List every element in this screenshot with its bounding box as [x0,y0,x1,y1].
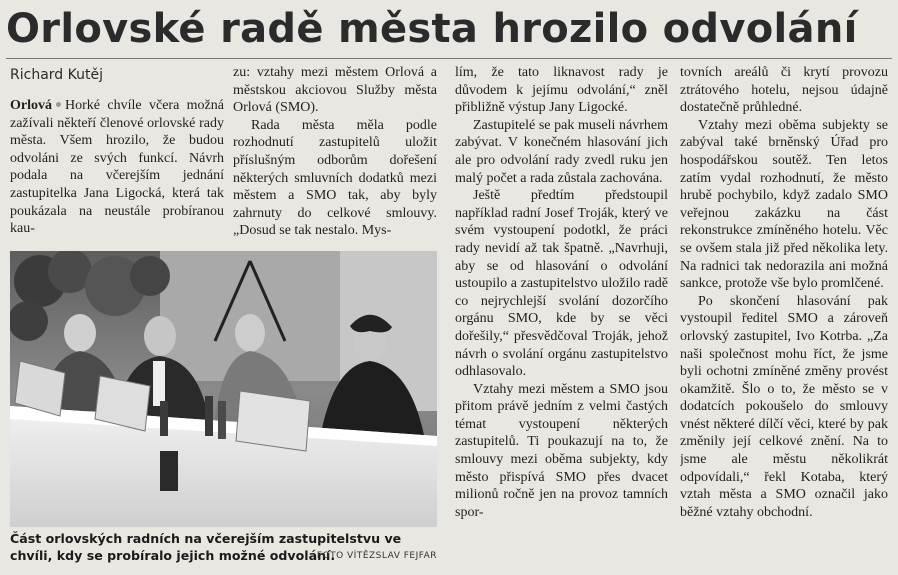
news-photo [10,251,437,527]
paragraph: Vztahy mezi městem a SMO jsou přitom právě jedním z velmi častých témat vystoupení některých zastupitelů. Ti poukazují na to, že smlouvy mezi oběma subjekty, kdy město přispívá SMO přes dvacet milionů ročně jen na provoz tamních spor- [455,381,668,520]
column-4 [680,64,888,521]
paragraph: Po skončení hlasování pak vystoupil ředitel SMO a zároveň orlovský zastupitel, Ivo Kotrba. „Za naši společnost mohu říct, že jsme byli ochotni zmíněné změny provést okamžitě. Šlo o to, že město se v dodatcích pokoušelo do smlouvy vnést některé dílčí věci, které by pak změnily její celkové znění. Na to jsme ale městu několikrát odpovídali,“ řekl Kotaba, který vztah města a SMO označil jako běžné vztahy obchodní. [680,293,888,520]
column-1 [10,97,224,238]
paragraph: lím, že tato liknavost rady je důvodem k jejímu odvolání,“ zněl přibližně výstup Jany Ligocké. [455,65,668,116]
lead-paragraph [10,97,224,238]
column-2 [233,64,437,240]
paragraph: Zastupitelé se pak museli návrhem zabývat. V konečném hlasování jich ale pro odvolání rady zvedl ruku jen malý počet a rada zůstala zachována. [455,117,668,186]
headline: Orlovské radě města hrozilo odvolání [6,6,858,52]
paragraph: Ještě předtím předstoupil například radní Josef Troják, který ve svém vystoupení podotkl, že práci rady nevidí až tak špatně. „Navrhuji, aby se od hlasování o odvolání ustoupilo a zastupitelstvo uložilo radě co nejrychlejší svolání dozorčího orgánu SMO, kde by se věci dořešily,“ přesvědčoval Troják, jehož návrh o svolání orgánu zastupitelstvo odhlasovalo. [455,188,668,380]
paragraph: Rada města měla podle rozhodnutí zastupitelů uložit příslušným odborům dořešení některých smluvních dodatků mezi městem a SMO tak, aby byly zahrnuty do celkové smlouvy. „Dosud se tak nestalo. Mys- [233,117,437,239]
column-1-text: Horké chvíle včera možná zažívali někteří členové orlovské rady města. Všem hrozilo, že budou odvoláni ze svých funkcí. Návrh podala na včerejším jednání zastupitelka Jana Ligocká, která tak poukázala na neustále probíranou kau- [10,98,224,237]
photo-credit: FOTO VÍTĚZSLAV FEJFAR [316,550,437,561]
column-3 [455,64,668,521]
photo-caption [10,531,437,564]
location-label: Orlová [10,98,52,113]
paragraph: tovních areálů či krytí provozu ztrátového hotelu, nejsou údajně dostatečně průhledné. [680,65,888,116]
byline: Richard Kutěj [10,67,103,83]
headline-rule [6,58,892,59]
paragraph: zu: vztahy mezi městem Orlová a městskou akciovou Služby města Orlová (SMO). [233,65,437,116]
paragraph: Vztahy mezi oběma subjekty se zabýval také brněnský Úřad pro hospodářskou soutěž. Ten letos zatím vydal rozhodnutí, že město hrubě pochybilo, když zadalo SMO veřejnou zakázku na část rekonstrukce zmíněného hotelu. Věc se ovšem stala již před několika lety. Na radnici tak nedorazila ani možná sankce, protože vše bylo promlčené. [680,117,888,292]
bullet-icon [56,102,61,107]
caption-text: Část orlovských radních na včerejším zastupitelstvu ve chvíli, kdy se probíralo jejich možné odvolání. [10,531,402,563]
council-meeting-photo [10,251,437,527]
